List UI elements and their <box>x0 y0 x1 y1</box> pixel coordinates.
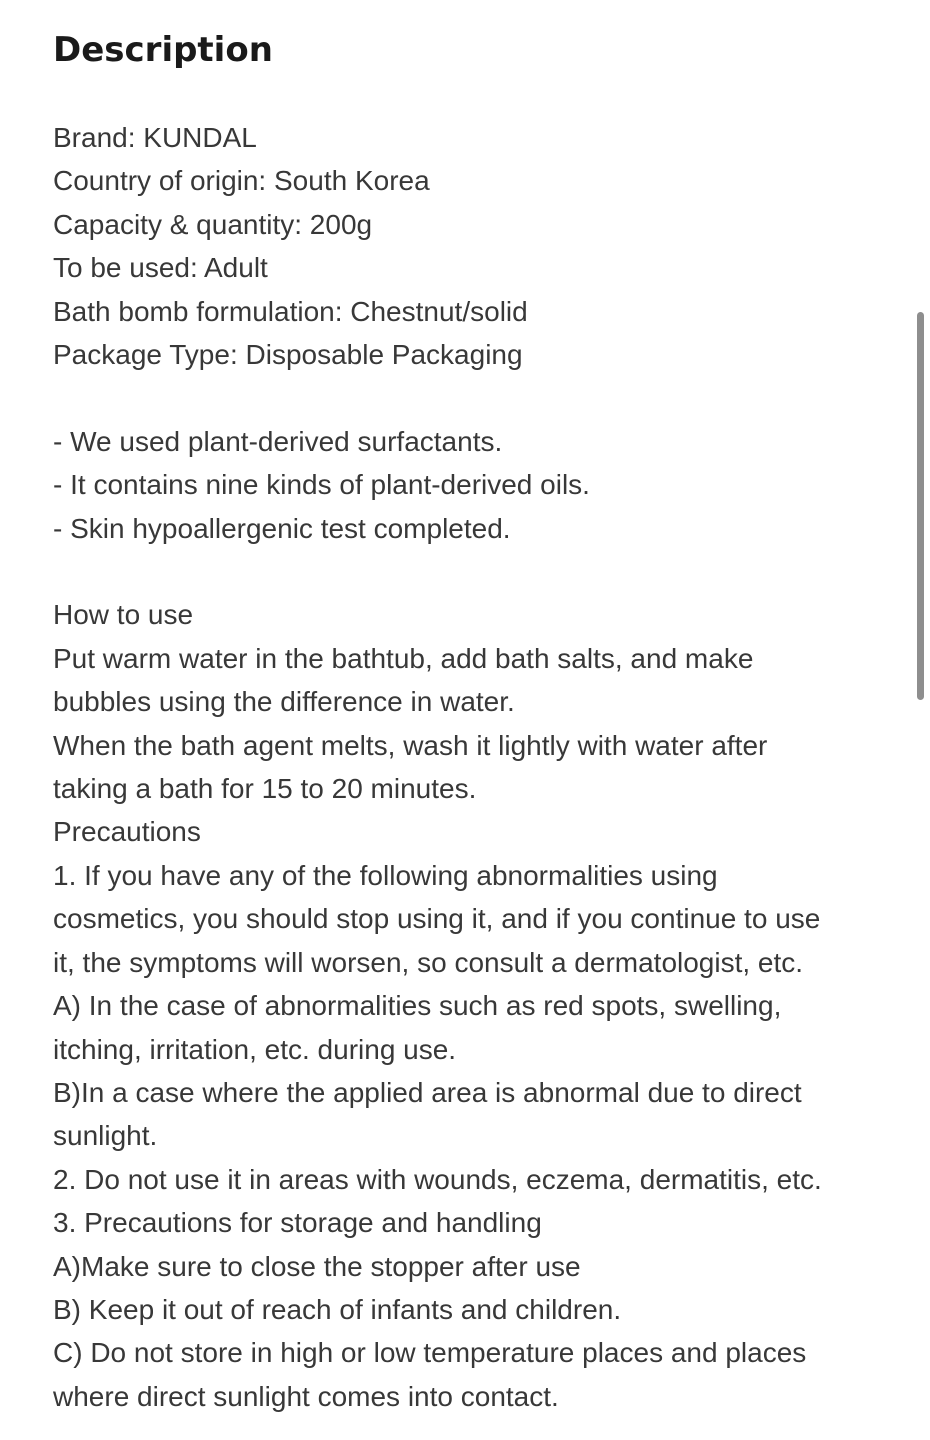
spec-line: Brand: KUNDAL <box>53 122 257 153</box>
detail-line: itching, irritation, etc. during use. <box>53 1033 457 1065</box>
feature-list <box>53 420 883 550</box>
detail-heading-precautions: Precautions <box>53 816 201 848</box>
detail-line: bubbles using the difference in water. <box>53 686 515 718</box>
feature-line: - We used plant-derived surfactants. <box>53 425 503 457</box>
detail-line: A)Make sure to close the stopper after use <box>53 1250 581 1282</box>
description-panel <box>53 28 883 1418</box>
spec-line: Bath bomb formulation: Chestnut/solid <box>53 295 528 327</box>
feature-line: - It contains nine kinds of plant-derived oils. <box>53 469 590 501</box>
spacer <box>53 550 883 593</box>
detail-line: When the bath agent melts, wash it lightly with water after <box>53 729 768 761</box>
detail-line: cosmetics, you should stop using it, and if you continue to use <box>53 903 821 935</box>
spec-line: Country of origin: South Korea <box>53 165 430 197</box>
spec-line: To be used: Adult <box>53 252 268 284</box>
detail-line: C) Do not store in high or low temperature places and places <box>53 1337 807 1369</box>
detail-line: taking a bath for 15 to 20 minutes. <box>53 773 477 805</box>
spec-line: Capacity & quantity: 200g <box>53 208 373 240</box>
detail-line: 3. Precautions for storage and handling <box>53 1207 542 1239</box>
detail-line: it, the symptoms will worsen, so consult a dermatologist, etc. <box>53 946 804 978</box>
spec-line: Package Type: Disposable Packaging <box>53 339 523 371</box>
detail-line: 2. Do not use it in areas with wounds, eczema, dermatitis, etc. <box>53 1163 822 1195</box>
description-body <box>53 116 883 1418</box>
spacer <box>53 376 883 419</box>
feature-line: - Skin hypoallergenic test completed. <box>53 512 511 544</box>
detail-line: B) Keep it out of reach of infants and children. <box>53 1293 622 1325</box>
detail-line: 1. If you have any of the following abnormalities using <box>53 859 718 891</box>
scrollbar[interactable] <box>917 312 924 700</box>
section-title: Description <box>53 30 273 70</box>
detail-line: B)In a case where the applied area is abnormal due to direct <box>53 1076 802 1108</box>
usage-and-precautions <box>53 593 883 1418</box>
detail-heading-how-to-use: How to use <box>53 599 194 631</box>
detail-line: A) In the case of abnormalities such as red spots, swelling, <box>53 990 782 1022</box>
detail-line: where direct sunlight comes into contact. <box>53 1380 559 1412</box>
detail-line: sunlight. <box>53 1120 158 1152</box>
detail-line: Put warm water in the bathtub, add bath salts, and make <box>53 642 754 674</box>
scrollbar-thumb[interactable] <box>917 312 924 700</box>
spec-list <box>53 116 883 376</box>
